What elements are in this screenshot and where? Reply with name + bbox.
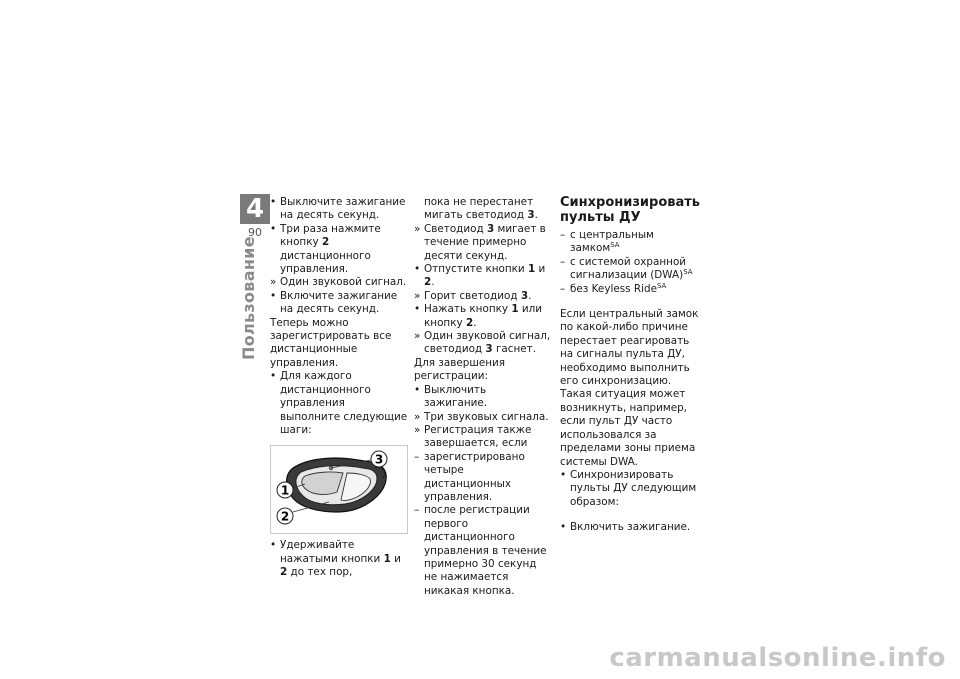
list-item: » Светодиод 3 мигает в течение примерно десяти секунд. xyxy=(414,222,546,262)
list-item: » Горит светодиод 3. xyxy=(414,289,532,302)
sa-badge: SA xyxy=(656,281,667,290)
list-item: » Три звуковых сигнала. xyxy=(414,410,549,423)
ref-number: 3 xyxy=(485,343,493,356)
list-item: » Регистрация также завершается, если xyxy=(414,423,532,450)
list-item: • Выключите зажигание на десять секунд. xyxy=(270,196,406,222)
callout-2 xyxy=(277,508,293,524)
chapter-number: 4 xyxy=(240,194,270,224)
paragraph: Для завершения регистрации: xyxy=(414,356,506,383)
callout-3 xyxy=(371,451,387,467)
list-item: • Нажать кнопку 1 или кнопку 2. xyxy=(414,303,543,329)
list-item: » Один звуковой сигнал. xyxy=(270,276,407,289)
dash-item: – с системой охранной сигнализации (DWA)$^{SA}$ xyxy=(560,255,693,282)
remote-key-figure xyxy=(270,445,408,534)
svg-text:1: 1 xyxy=(280,483,290,498)
list-item: • Удерживайте нажатыми кнопки 1 и 2 до тех пор, xyxy=(270,539,401,579)
chapter-title-vertical xyxy=(236,236,258,360)
sa-badge: SA xyxy=(683,268,693,277)
list-item: • Выключить зажигание. xyxy=(414,383,488,410)
list-item: – после регистрации первого дистанционного управления в течение примерно 30 секунд не нажимается никакая кнопка. xyxy=(414,504,547,597)
sa-badge: SA xyxy=(610,241,620,250)
list-item: • Синхронизировать пульты ДУ следующим образом: xyxy=(560,468,697,508)
section-heading: Синхронизировать пульты ДУ xyxy=(560,195,700,225)
list-item-continued: пока не перестанет мигать светодиод 3. xyxy=(424,196,538,222)
page-number: 90 xyxy=(248,226,262,239)
column-1 xyxy=(270,196,408,580)
list-item: • Отпустите кнопки 1 и 2. xyxy=(414,263,546,289)
svg-text:3: 3 xyxy=(374,452,384,467)
column-3 xyxy=(560,196,702,535)
ref-number: 1 xyxy=(528,263,536,276)
dash-item: – с центральным замком$^{SA}$ xyxy=(560,229,654,255)
ref-number: 3 xyxy=(527,209,535,222)
list-item: • Три раза нажмите кнопку 2 дистанционного управления. xyxy=(270,222,381,276)
remote-key-illustration xyxy=(271,446,407,533)
dash-item: – без Keyless Ride$^{SA}$ xyxy=(560,281,667,295)
list-item: » Один звуковой сигнал, светодиод 3 гаснет. xyxy=(414,330,551,356)
paragraph: Если центральный замок по какой-либо причине перестает реагировать на сигналы пульта ДУ, необходимо выполнить его синхронизацию. Такая ситуация может возникнуть, например, если пульт ДУ часто использовался за пределами зоны приема системы DWA. xyxy=(560,308,699,468)
callout-1 xyxy=(277,482,293,498)
chapter-tab xyxy=(240,194,270,239)
list-item: • Для каждого дистанционного управления выполните следующие шаги: xyxy=(270,370,408,436)
ref-number: 1 xyxy=(511,303,519,316)
list-item: • Включите зажигание на десять секунд. xyxy=(270,289,398,316)
ref-number: 3 xyxy=(486,222,495,235)
ref-number: 1 xyxy=(383,552,391,565)
list-item: • Включить зажигание. xyxy=(560,521,691,534)
ref-number: 3 xyxy=(520,289,529,302)
list-item: – зарегистрировано четыре дистанционных управления. xyxy=(414,450,525,503)
ref-number: 2 xyxy=(424,276,432,289)
ref-number: 2 xyxy=(321,236,330,249)
ref-number: 2 xyxy=(465,316,474,329)
chapter-title: Пользование xyxy=(239,236,258,360)
watermark: carmanualsonline.info xyxy=(609,643,946,673)
ref-number: 2 xyxy=(280,566,288,579)
column-2 xyxy=(414,196,552,598)
paragraph: Теперь можно зарегистрировать все дистанционные управления. xyxy=(270,316,392,369)
svg-text:2: 2 xyxy=(280,509,290,524)
